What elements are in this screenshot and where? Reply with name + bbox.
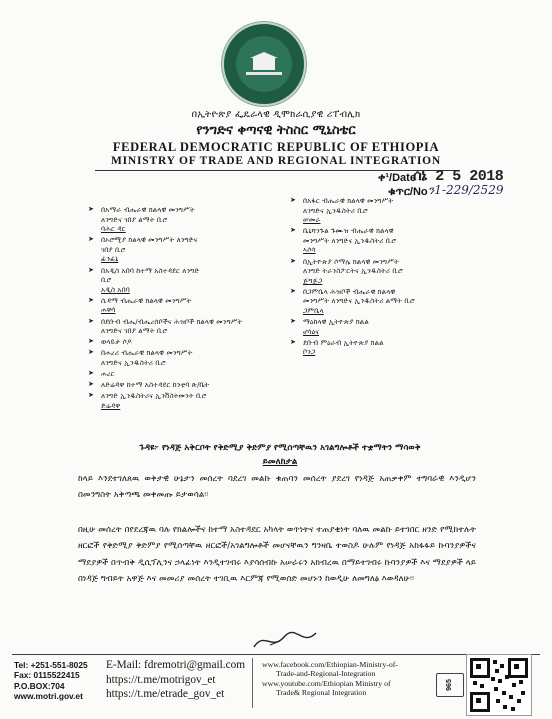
recipient-place: ጋምቤላ	[303, 306, 324, 316]
arrow-bullet-icon: ➤	[88, 369, 94, 377]
recipients-left	[88, 205, 293, 412]
recipient-item: ➤ ለንግድ ኢንዱስትሪና ኢንቨስትመንት ቢሮ ድሬዳዋ	[88, 391, 207, 410]
footer-contact	[14, 660, 88, 702]
po-box: P.O.BOX:704	[14, 680, 65, 691]
recipient-item: ➤ በኢትዮጵያ ሶማሌ ክልላዊ መንግሥት ለንግድ ትራንስፖርትና ኢንዱስትሪ ቢሮ ጅግጅጋ	[290, 256, 403, 285]
qr-code-icon	[466, 654, 532, 716]
recipient-item: ➤ ቤኒሻንጉል ጉሙዝ ብሔራዊ ክልላዊ መንግሥት ለንግድና ኢንዱስትሪ ቢሮ ኣሶሳ	[290, 226, 397, 255]
arrow-bullet-icon: ➤	[88, 235, 94, 244]
date-stamp: ሰኔ 2 5 2018	[413, 168, 504, 185]
recipient-item: ➤ በደቡብ ብሔ/ብሔረሰቦችና ሕዝቦች ክልላዊ መንግሥት ለንግድና ገበያ ልማት ቢሮ	[88, 316, 243, 336]
recipient-place: ድሬዳዋ	[101, 400, 121, 410]
footer-social: www.facebook.com/Ethiopian-Ministry-of- Trade-and-Regional-Integration www.youtube.com/Ethiopian Ministry of Trade& Regional Integration	[262, 660, 462, 698]
telegram-link-2[interactable]: https://t.me/etrade_gov_et	[106, 688, 225, 700]
arrow-bullet-icon: ➤	[290, 337, 296, 346]
recipient-item: ➤ በአማራ ብሔራዊ ክልላዊ መንግሥት ለንግድና ገበያ ልማት ቢሮ ባሕር ዳር	[88, 205, 195, 234]
recipient-item: ➤ በአዲስ አበባ ከተማ አስተዳደር ለንግድ ቢሮ አዲስ አበባ	[88, 265, 200, 294]
reference-label: ቁጥር/No	[388, 186, 428, 198]
arrow-bullet-icon: ➤	[88, 380, 94, 389]
recipient-item: ➤ ማዕከላዊ ኢትዮጵያ ክልል ሆሳዕና	[290, 317, 369, 336]
recipient-place: ቦንጋ	[303, 347, 316, 357]
arrow-bullet-icon: ➤	[290, 196, 296, 204]
recipient-item: ➤ ለድሬዳዋ ከተማ አስተዳደር ከንቲባ ጽ/ቤት	[88, 380, 210, 390]
header-amharic-line2: የንግድና ቀጣናዊ ትስስር ሚኒስቴር	[196, 123, 356, 138]
recipients-right	[290, 196, 465, 359]
email-link[interactable]: E-Mail: fdremotri@gmail.com	[106, 659, 246, 671]
arrow-bullet-icon: ➤	[88, 391, 94, 400]
arrow-bullet-icon: ➤	[88, 265, 94, 274]
recipient-place: ሐዋሳ	[101, 305, 116, 315]
recipient-item: ➤ በኦሮሚያ ክልላዊ መንግሥት ለንግድና ገበያ ቢሮ ፊንፊኔ	[88, 235, 198, 264]
arrow-bullet-icon: ➤	[88, 337, 94, 346]
recipient-item: ➤ ደቡብ ምዕራብ ኢትዮጵያ ክልል ቦንጋ	[290, 337, 384, 357]
recipient-item: ➤ ወላይታ ሶዶ	[88, 337, 133, 347]
arrow-bullet-icon: ➤	[88, 316, 94, 325]
ministry-logo	[222, 22, 306, 106]
fax-number: Fax: 0115522415	[14, 670, 80, 681]
reference-number: ን1-229/2529	[428, 183, 504, 197]
arrow-bullet-icon: ➤	[290, 226, 296, 235]
recipient-item: ➤ ሐረር	[88, 369, 115, 378]
recipient-place: ሆሳዕና	[303, 326, 320, 336]
footer-separator	[252, 658, 253, 708]
subject-line: ጉዳዩ፦ የነዳጅ አቅርቦት የቅድሚያ ቅድምያ የሚሰጣቸዉን አገልግሎቶች ተቋማትን ማሳወቅ ይመለከታል	[139, 443, 421, 467]
arrow-bullet-icon: ➤	[88, 348, 94, 357]
website-link[interactable]: www.motri.gov.et	[14, 691, 83, 702]
recipient-item: ➤ በሐረሪ ብሔራዊ ክልላዊ መንግሥት ለንግድና ኢንዱስትሪ ቢሮ	[88, 348, 193, 367]
body-paragraph-1: ከላይ እንደተገለጸዉ ወቅታዊ ሁኔታን መሰረት ባደረገ መልኩ ቁጠባን መሰረት ያደረገ የነዳጅ አጠቃቀም ተግባራዊ እንዲሆን በመንግስት አቅጣጫ መቀመጡ ይታወሳል፡፡	[78, 474, 476, 501]
recipient-place: አዲስ አበባ	[101, 284, 130, 294]
logo-emblem	[236, 36, 292, 92]
telegram-link-1[interactable]: https://t.me/motrigov_et	[106, 673, 216, 686]
recipient-place: ፊንፊኔ	[101, 254, 119, 264]
phone-number: Tel: +251-551-8025	[14, 660, 88, 670]
arrow-bullet-icon: ➤	[88, 295, 94, 304]
recipient-item: ➤ በጋምቤላ ሕዝቦች ብሔራዊ ክልላዊ መንግሥት ለንግድና ኢንዱስትሪ ልማት ቢሮ ጋምቤላ	[290, 286, 415, 316]
header-english-line2: MINISTRY OF TRADE AND REGIONAL INTEGRATION	[110, 155, 441, 167]
recipient-place: ሠመራ	[303, 215, 321, 225]
building-icon	[253, 58, 275, 70]
date-label: ቀ¹/Date	[378, 172, 416, 184]
header-amharic-line1: በኢትዮጵያ ፌዴራላዊ ዲሞክራሲያዊ ሪፐብሊክ	[191, 109, 361, 120]
footer-divider	[12, 654, 540, 655]
footer-online	[106, 658, 245, 702]
recipient-place: ኣሶሳ	[303, 245, 316, 255]
arrow-bullet-icon: ➤	[290, 286, 296, 295]
recipient-place: ጅግጅጋ	[303, 275, 323, 285]
arrow-bullet-icon: ➤	[290, 256, 296, 265]
youtube-link[interactable]: www.youtube.com/Ethiopian Ministry of	[262, 678, 391, 688]
recipient-place: ባሕር ዳር	[101, 224, 126, 234]
body-paragraph-2: በዚሁ መሰረት በየደረጃዉ ባሉ የክልሎችና ከተማ አስተዳደር አካላት ወጥነትና ተጠያቂነት ባለዉ መልኩ ይተገበር ዘንድ የሚከተሉት ዘርፎች የቅድሚያ ቅድምያ የሚሰጣቸዉ ዘርፎች/አገልግሎቶች መሆናቸዉን ግንዛቤ ተወስዶ ሁሉም የነዳጅ አከፋፋይ ኩባንያዎችና ማደያዎች በጥብቅ ዲሲፕሊንና ኃላፊነት እንዲተገብሩ እያሳሰብኩ አሠራሩን አክብረዉ በማይተገብሩ ኩባንያዎች እና ማደያዎች ላይ በነዳጅ ግብይት አዋጅ እና መመሪያ መሰረት ተገቢዉ እርምጃ የሚወሰድ መሆኑን ከወዲሁ ለመግለፅ እወዳለሁ፡፡	[78, 525, 476, 584]
facebook-link[interactable]: www.facebook.com/Ethiopian-Ministry-of-	[262, 660, 398, 669]
recipient-item: ➤ በአፋር ብሔራዊ ክልላዊ መንግሥት ለንግድና ኢንዱስትሪ ቢሮ ሠመራ	[290, 196, 394, 225]
signature-mark	[250, 627, 320, 653]
recipient-item: ➤ ሲዳማ ብሔራዊ ክልላዊ መንግሥት ሐዋሳ	[88, 295, 192, 315]
header-divider	[95, 170, 455, 171]
header-english-line1: FEDERAL DEMOCRATIC REPUBLIC OF ETHIOPIA	[112, 140, 440, 154]
arrow-bullet-icon: ➤	[88, 205, 94, 213]
arrow-bullet-icon: ➤	[290, 317, 296, 326]
shortcode-badge: 965	[436, 673, 464, 697]
